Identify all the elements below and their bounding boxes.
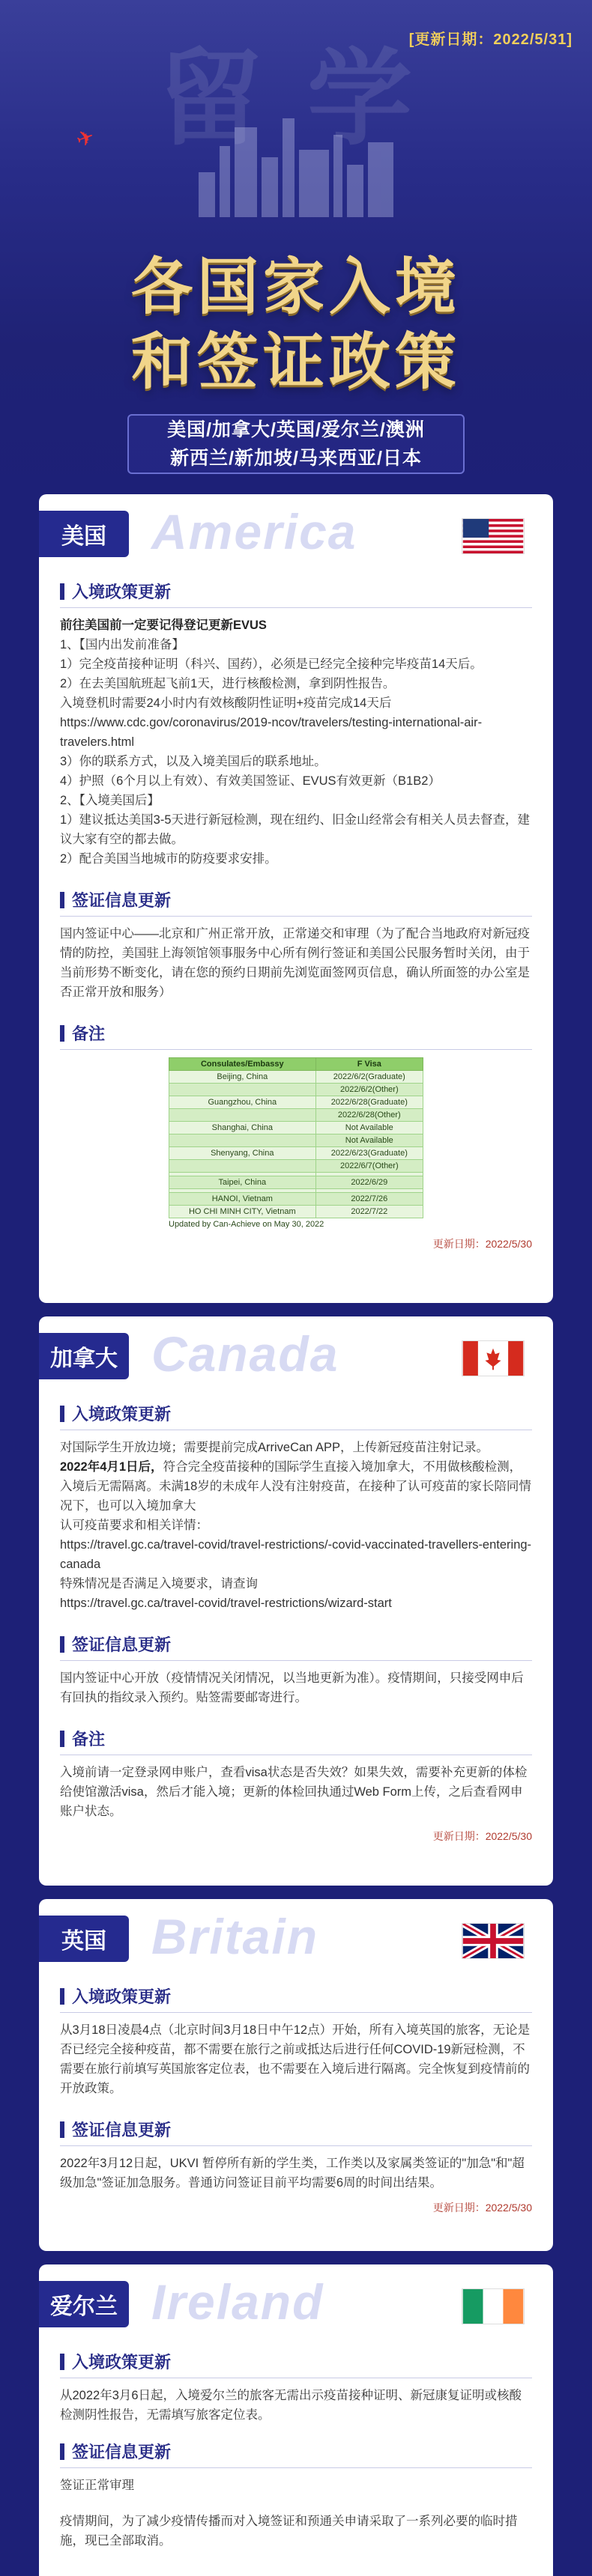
table-row xyxy=(169,1071,423,1084)
table-cell: Taipei, China xyxy=(169,1176,316,1189)
country-badge: 爱尔兰 xyxy=(39,2281,129,2327)
card-update-date: 更新日期：2022/5/30 xyxy=(432,1238,532,1250)
table-cell: 2022/6/28(Graduate) xyxy=(315,1096,423,1109)
section-title-visa: 签证信息更新 xyxy=(60,888,532,911)
america-card xyxy=(39,494,553,1303)
table-cell xyxy=(169,1084,316,1096)
entry-body: 从3月18日凌晨4点（北京时间3月18日中午12点）开始，所有入境英国的旅客，无论是否已经完全接种疫苗，都不需要在旅行之前或抵达后进行任何COVID-19新冠检测，不需要在旅行前填写英国旅客定位表，也不需要在入境后进行隔离。完全恢复到疫情前的开放政策。 xyxy=(60,2023,531,2095)
entry-body: 1、【国内出发前准备】 1）完全疫苗接种证明（科兴、国药），必须是已经完全接种完毕疫苗14天后。 2）在去美国航班起飞前1天，进行核酸检测，拿到阴性报告。 入境登机时需要24小时内有效核酸阴性证明+疫苗完成14天后 https://www.cdc.gov/coronavirus/2019-ncov/travelers/testing-international-air-travelers.html 3）你的联系方式，以及入境美国后的联系地址。 4）护照（6个月以上有效）、有效美国签证、EVUS有效更新（B1B2） 2、【入境美国后】 1）建议抵达美国3-5天进行新冠检测，现在纽约、旧金山经常会有相关人员去督查，建议大家有空的都去做。 2）配合美国当地城市的防疫要求安排。 xyxy=(60,638,531,866)
ireland-card xyxy=(39,2264,553,2576)
section-title-note: 备注 xyxy=(60,1021,532,1045)
entry-lead: 前往美国前一定要记得登记更新EVUS xyxy=(60,619,267,632)
country-english-name: Canada xyxy=(151,1326,339,1382)
card-header xyxy=(39,494,553,566)
table-note: Updated by Can-Achieve on May 30, 2022 xyxy=(169,1220,324,1229)
country-english-name: Ireland xyxy=(151,2274,324,2330)
card-header xyxy=(39,2264,553,2336)
section-title-entry: 入境政策更新 xyxy=(60,1984,532,2008)
card-update-date: 更新日期：2022/5/30 xyxy=(432,1830,532,1842)
entry-body: 对国际学生开放边境；需要提前完成ArriveCan APP，上传新冠疫苗注射记录。 xyxy=(60,1441,489,1454)
table-cell: 2022/6/2(Other) xyxy=(315,1084,423,1096)
visa-appointment-table xyxy=(169,1057,423,1218)
country-list-line-1: 美国/加拿大/英国/爱尔兰/澳洲 xyxy=(167,419,425,440)
table-row xyxy=(169,1193,423,1206)
card-update-date: 更新日期：2022/5/30 xyxy=(432,2202,532,2214)
table-row xyxy=(169,1122,423,1134)
table-cell: Not Available xyxy=(315,1134,423,1147)
table-cell xyxy=(169,1160,316,1173)
table-row xyxy=(169,1096,423,1109)
country-english-name: America xyxy=(151,504,357,559)
update-date: [更新日期：2022/5/31] xyxy=(408,31,573,48)
table-row xyxy=(169,1084,423,1096)
entry-date-highlight: 2022年4月1日后， xyxy=(60,1460,163,1474)
card-header xyxy=(39,1316,553,1388)
table-cell: 2022/6/7(Other) xyxy=(315,1160,423,1173)
visa-body: 国内签证中心开放（疫情情况关闭情况，以当地更新为准）。疫情期间，只接受网申后有回执的指纹录入预约。贴签需要邮寄进行。 xyxy=(60,1671,524,1704)
section-title-visa: 签证信息更新 xyxy=(60,2118,532,2141)
visa-body: 2022年3月12日起，UKVI 暂停所有新的学生类，工作类以及家属类签证的"加急"和"超级加急"签证加急服务。普通访问签证目前平均需要6周的时间出结果。 xyxy=(60,2157,525,2190)
table-cell: Shanghai, China xyxy=(169,1122,316,1134)
table-cell: 2022/6/2(Graduate) xyxy=(315,1071,423,1084)
section-title-visa: 签证信息更新 xyxy=(60,1632,532,1656)
table-cell: Not Available xyxy=(315,1122,423,1134)
hero-background-text: 留学 xyxy=(157,38,458,160)
table-cell: 2022/6/29 xyxy=(315,1176,423,1189)
card-header xyxy=(39,1899,553,1971)
country-badge: 加拿大 xyxy=(39,1333,129,1379)
table-header: F Visa xyxy=(315,1058,423,1071)
section-title-entry: 入境政策更新 xyxy=(60,1402,532,1425)
table-cell: Beijing, China xyxy=(169,1071,316,1084)
entry-body-detail: 符合完全疫苗接种的国际学生直接入境加拿大，不用做核酸检测，入境后无需隔离。未满18岁的未成年人没有注射疫苗，在接种了认可疫苗的家长陪同情况下，也可以入境加拿大 认可疫苗要求和相关详情： https://travel.gc.ca/travel-covid/travel-restrictions/-covid-vaccinated-travellers-entering-canada 特殊情况是否满足入境要求，请查询 https://travel.gc.ca/travel-covid/travel-restrictions/wizard-start xyxy=(60,1460,532,1610)
section-title-entry: 入境政策更新 xyxy=(60,580,532,603)
canada-card xyxy=(39,1316,553,1886)
table-cell: 2022/7/22 xyxy=(315,1206,423,1218)
canada-flag-icon xyxy=(462,1340,525,1376)
table-row xyxy=(169,1147,423,1160)
country-english-name: Britain xyxy=(151,1909,319,1964)
note-body: 入境前请一定登录网申账户，查看visa状态是否失效？如果失效，需要补充更新的体检给使馆激活visa，然后才能入境；更新的体检回执通过Web Form上传，之后查看网申账户状态。 xyxy=(60,1766,528,1818)
section-title-entry: 入境政策更新 xyxy=(60,2350,532,2373)
table-cell: HANOI, Vietnam xyxy=(169,1193,316,1206)
table-cell: 2022/6/28(Other) xyxy=(315,1109,423,1122)
table-cell: HO CHI MINH CITY, Vietnam xyxy=(169,1206,316,1218)
us-flag-icon xyxy=(462,518,525,554)
section-title-note: 备注 xyxy=(60,1727,532,1750)
section-title-visa: 签证信息更新 xyxy=(60,2440,532,2463)
table-cell xyxy=(169,1134,316,1147)
britain-card xyxy=(39,1899,553,2251)
table-header: Consulates/Embassy xyxy=(169,1058,316,1071)
table-cell: Shenyang, China xyxy=(169,1147,316,1160)
table-cell: Guangzhou, China xyxy=(169,1096,316,1109)
table-cell xyxy=(169,1109,316,1122)
page-title-line-1: 各国家入境 xyxy=(130,253,461,321)
page-title-line-2: 和签证政策 xyxy=(130,328,461,396)
hero-banner xyxy=(0,0,592,494)
table-row xyxy=(169,1176,423,1189)
country-badge: 英国 xyxy=(39,1916,129,1962)
visa-body-1: 签证正常审理 xyxy=(60,2479,134,2492)
country-badge: 美国 xyxy=(39,511,129,557)
uk-flag-icon xyxy=(462,1923,525,1959)
table-cell: 2022/7/26 xyxy=(315,1193,423,1206)
visa-body-2: 疫情期间，为了减少疫情传播而对入境签证和预通关申请采取了一系列必要的临时措施，现已全部取消。 xyxy=(60,2515,518,2548)
table-row xyxy=(169,1160,423,1173)
entry-body: 从2022年3月6日起，入境爱尔兰的旅客无需出示疫苗接种证明、新冠康复证明或核酸检测阴性报告，无需填写旅客定位表。 xyxy=(60,2389,522,2422)
visa-body: 国内签证中心——北京和广州正常开放，正常递交和审理（为了配合当地政府对新冠疫情的防控，美国驻上海领馆领事服务中心所有例行签证和美国公民服务暂时关闭，由于当前形势不断变化，请在您的预约日期前先浏览面签网页信息，确认所面签的办公室是否正常开放和服务） xyxy=(60,927,530,999)
country-list-banner xyxy=(127,414,465,474)
table-row xyxy=(169,1109,423,1122)
table-row xyxy=(169,1206,423,1218)
table-row xyxy=(169,1134,423,1147)
country-list-line-2: 新西兰/新加坡/马来西亚/日本 xyxy=(170,448,422,469)
table-cell: 2022/6/23(Graduate) xyxy=(315,1147,423,1160)
airplane-icon: ✈ xyxy=(73,124,98,153)
ireland-flag-icon xyxy=(462,2288,525,2324)
